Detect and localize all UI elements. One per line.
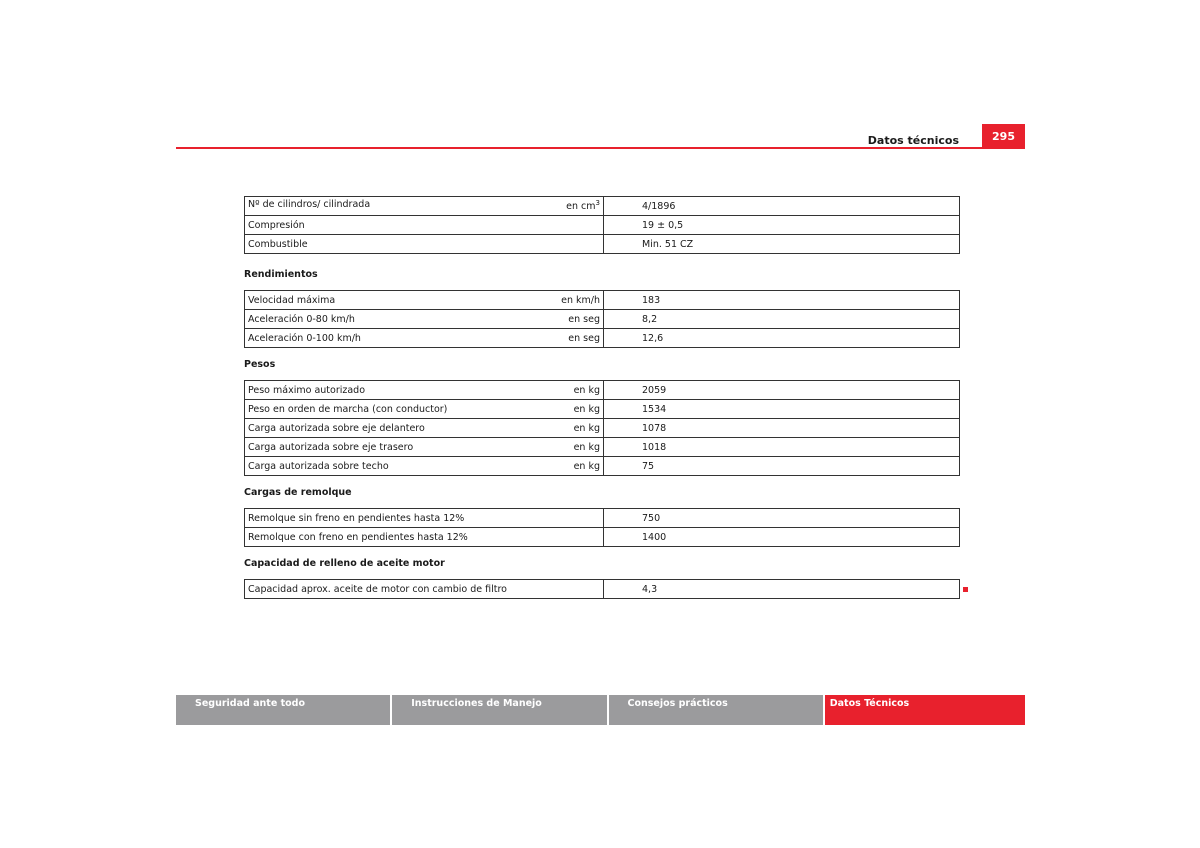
row-label: Compresión [248,219,305,231]
row-value: Min. 51 CZ [604,235,960,254]
row-unit: en kg [573,422,600,434]
row-label: Aceleración 0-80 km/h [248,313,355,325]
row-label: Combustible [248,238,308,250]
row-unit: en seg [568,332,600,344]
aceite-table [244,579,960,599]
row-value: 1534 [604,400,960,419]
row-label: Carga autorizada sobre techo [248,460,389,472]
section-title-aceite: Capacidad de relleno de aceite motor [244,558,445,569]
table-row [245,381,960,400]
row-value: 19 ± 0,5 [604,216,960,235]
section-title-rendimientos: Rendimientos [244,269,318,280]
footer-tab-consejos[interactable]: Consejos prácticos [609,695,823,725]
row-unit: en $cm^3$ [566,199,600,213]
pesos-table [244,380,960,476]
row-value: 4,3 [604,580,960,599]
table-row [245,438,960,457]
row-label: Carga autorizada sobre eje delantero [248,422,425,434]
table-row [245,528,960,547]
row-unit: en km/h [561,294,600,306]
row-value: 12,6 [604,329,960,348]
footer-nav [176,695,1025,725]
table-row [245,197,960,216]
row-label: Peso máximo autorizado [248,384,366,396]
row-unit: en kg [573,384,600,396]
table-row [245,329,960,348]
row-label: Carga autorizada sobre eje trasero [248,441,414,453]
row-value: 1400 [604,528,960,547]
table-row [245,580,960,599]
page-title: Datos técnicos [867,134,959,147]
row-value: 1078 [604,419,960,438]
row-unit: en seg [568,313,600,325]
table-row [245,310,960,329]
table-row [245,509,960,528]
row-value: 8,2 [604,310,960,329]
row-unit: en kg [573,403,600,415]
footer-tab-instrucciones[interactable]: Instrucciones de Manejo [392,695,606,725]
table-row [245,291,960,310]
row-value: 1018 [604,438,960,457]
table-row [245,216,960,235]
remolque-table [244,508,960,547]
row-label: Peso en orden de marcha (con conductor) [248,403,448,415]
table-row [245,419,960,438]
footer-tab-seguridad[interactable]: Seguridad ante todo [176,695,390,725]
rendimientos-table [244,290,960,348]
row-label: Velocidad máxima [248,294,336,306]
row-label: Nº de cilindros/ cilindrada [248,199,371,211]
row-unit: en kg [573,441,600,453]
header-rule [176,147,1025,149]
footer-tab-datos-tecnicos[interactable]: Datos Técnicos [825,695,1025,725]
table-row [245,457,960,476]
row-label: Aceleración 0-100 km/h [248,332,361,344]
row-value: 750 [604,509,960,528]
table-row [245,235,960,254]
row-value: 2059 [604,381,960,400]
end-of-section-marker [963,587,968,592]
row-value: 4/1896 [604,197,960,216]
page-number: 295 [982,124,1025,148]
row-label: Remolque con freno en pendientes hasta 12% [248,531,468,543]
row-unit: en kg [573,460,600,472]
row-value: 75 [604,457,960,476]
row-label: Remolque sin freno en pendientes hasta 12% [248,512,465,524]
engine-table [244,196,960,254]
table-row [245,400,960,419]
row-value: 183 [604,291,960,310]
row-label: Capacidad aprox. aceite de motor con cambio de filtro [248,583,507,595]
section-title-remolque: Cargas de remolque [244,487,352,498]
section-title-pesos: Pesos [244,359,276,370]
